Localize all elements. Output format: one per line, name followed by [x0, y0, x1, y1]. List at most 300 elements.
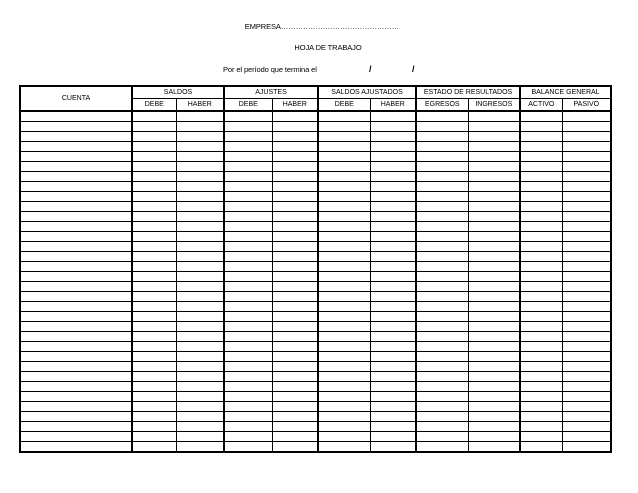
amount-cell[interactable]	[176, 312, 224, 322]
amount-cell[interactable]	[318, 282, 370, 292]
amount-cell[interactable]	[224, 322, 272, 332]
amount-cell[interactable]	[318, 182, 370, 192]
amount-cell[interactable]	[272, 232, 318, 242]
amount-cell[interactable]	[520, 292, 562, 302]
amount-cell[interactable]	[562, 182, 611, 192]
amount-cell[interactable]	[562, 212, 611, 222]
amount-cell[interactable]	[370, 111, 416, 122]
amount-cell[interactable]	[132, 372, 176, 382]
amount-cell[interactable]	[370, 382, 416, 392]
cuenta-cell[interactable]	[20, 392, 132, 402]
amount-cell[interactable]	[318, 302, 370, 312]
amount-cell[interactable]	[176, 162, 224, 172]
amount-cell[interactable]	[562, 342, 611, 352]
amount-cell[interactable]	[176, 382, 224, 392]
amount-cell[interactable]	[176, 362, 224, 372]
amount-cell[interactable]	[318, 412, 370, 422]
amount-cell[interactable]	[370, 352, 416, 362]
amount-cell[interactable]	[318, 132, 370, 142]
amount-cell[interactable]	[176, 402, 224, 412]
amount-cell[interactable]	[224, 342, 272, 352]
amount-cell[interactable]	[562, 152, 611, 162]
amount-cell[interactable]	[272, 442, 318, 453]
amount-cell[interactable]	[224, 402, 272, 412]
amount-cell[interactable]	[468, 192, 520, 202]
amount-cell[interactable]	[176, 432, 224, 442]
amount-cell[interactable]	[416, 382, 468, 392]
amount-cell[interactable]	[520, 182, 562, 192]
amount-cell[interactable]	[468, 352, 520, 362]
amount-cell[interactable]	[468, 372, 520, 382]
amount-cell[interactable]	[562, 362, 611, 372]
cuenta-cell[interactable]	[20, 192, 132, 202]
cuenta-cell[interactable]	[20, 422, 132, 432]
amount-cell[interactable]	[416, 152, 468, 162]
amount-cell[interactable]	[272, 262, 318, 272]
amount-cell[interactable]	[370, 402, 416, 412]
amount-cell[interactable]	[132, 122, 176, 132]
amount-cell[interactable]	[416, 342, 468, 352]
cuenta-cell[interactable]	[20, 342, 132, 352]
amount-cell[interactable]	[318, 382, 370, 392]
amount-cell[interactable]	[416, 172, 468, 182]
amount-cell[interactable]	[468, 262, 520, 272]
amount-cell[interactable]	[468, 422, 520, 432]
amount-cell[interactable]	[468, 152, 520, 162]
amount-cell[interactable]	[370, 252, 416, 262]
amount-cell[interactable]	[416, 132, 468, 142]
amount-cell[interactable]	[562, 242, 611, 252]
amount-cell[interactable]	[132, 382, 176, 392]
amount-cell[interactable]	[416, 192, 468, 202]
amount-cell[interactable]	[132, 192, 176, 202]
amount-cell[interactable]	[272, 222, 318, 232]
amount-cell[interactable]	[272, 312, 318, 322]
cuenta-cell[interactable]	[20, 412, 132, 422]
amount-cell[interactable]	[468, 332, 520, 342]
cuenta-cell[interactable]	[20, 292, 132, 302]
amount-cell[interactable]	[176, 392, 224, 402]
amount-cell[interactable]	[318, 392, 370, 402]
amount-cell[interactable]	[520, 172, 562, 182]
amount-cell[interactable]	[416, 232, 468, 242]
amount-cell[interactable]	[562, 392, 611, 402]
amount-cell[interactable]	[272, 432, 318, 442]
amount-cell[interactable]	[272, 272, 318, 282]
amount-cell[interactable]	[416, 202, 468, 212]
amount-cell[interactable]	[370, 322, 416, 332]
amount-cell[interactable]	[416, 442, 468, 453]
amount-cell[interactable]	[468, 322, 520, 332]
amount-cell[interactable]	[272, 352, 318, 362]
amount-cell[interactable]	[132, 322, 176, 332]
amount-cell[interactable]	[370, 332, 416, 342]
amount-cell[interactable]	[520, 202, 562, 212]
amount-cell[interactable]	[562, 272, 611, 282]
amount-cell[interactable]	[132, 252, 176, 262]
amount-cell[interactable]	[224, 111, 272, 122]
amount-cell[interactable]	[370, 262, 416, 272]
amount-cell[interactable]	[562, 252, 611, 262]
amount-cell[interactable]	[224, 332, 272, 342]
amount-cell[interactable]	[176, 182, 224, 192]
amount-cell[interactable]	[132, 292, 176, 302]
amount-cell[interactable]	[224, 172, 272, 182]
amount-cell[interactable]	[562, 352, 611, 362]
amount-cell[interactable]	[176, 422, 224, 432]
amount-cell[interactable]	[468, 111, 520, 122]
amount-cell[interactable]	[468, 382, 520, 392]
amount-cell[interactable]	[318, 162, 370, 172]
amount-cell[interactable]	[416, 222, 468, 232]
amount-cell[interactable]	[176, 122, 224, 132]
amount-cell[interactable]	[176, 442, 224, 453]
amount-cell[interactable]	[520, 282, 562, 292]
amount-cell[interactable]	[562, 422, 611, 432]
amount-cell[interactable]	[132, 332, 176, 342]
amount-cell[interactable]	[132, 442, 176, 453]
amount-cell[interactable]	[176, 111, 224, 122]
cuenta-cell[interactable]	[20, 262, 132, 272]
amount-cell[interactable]	[132, 412, 176, 422]
amount-cell[interactable]	[370, 222, 416, 232]
amount-cell[interactable]	[132, 152, 176, 162]
amount-cell[interactable]	[370, 162, 416, 172]
cuenta-cell[interactable]	[20, 282, 132, 292]
amount-cell[interactable]	[318, 142, 370, 152]
amount-cell[interactable]	[224, 302, 272, 312]
amount-cell[interactable]	[562, 172, 611, 182]
amount-cell[interactable]	[468, 402, 520, 412]
amount-cell[interactable]	[318, 202, 370, 212]
amount-cell[interactable]	[132, 402, 176, 412]
amount-cell[interactable]	[562, 402, 611, 412]
amount-cell[interactable]	[132, 362, 176, 372]
amount-cell[interactable]	[224, 192, 272, 202]
amount-cell[interactable]	[370, 372, 416, 382]
amount-cell[interactable]	[224, 312, 272, 322]
amount-cell[interactable]	[370, 422, 416, 432]
amount-cell[interactable]	[224, 162, 272, 172]
amount-cell[interactable]	[272, 162, 318, 172]
amount-cell[interactable]	[224, 262, 272, 272]
amount-cell[interactable]	[370, 202, 416, 212]
amount-cell[interactable]	[318, 122, 370, 132]
amount-cell[interactable]	[416, 332, 468, 342]
amount-cell[interactable]	[224, 362, 272, 372]
amount-cell[interactable]	[562, 162, 611, 172]
amount-cell[interactable]	[520, 402, 562, 412]
amount-cell[interactable]	[132, 132, 176, 142]
cuenta-cell[interactable]	[20, 252, 132, 262]
amount-cell[interactable]	[520, 412, 562, 422]
amount-cell[interactable]	[132, 162, 176, 172]
amount-cell[interactable]	[520, 192, 562, 202]
amount-cell[interactable]	[562, 122, 611, 132]
amount-cell[interactable]	[370, 342, 416, 352]
amount-cell[interactable]	[370, 142, 416, 152]
amount-cell[interactable]	[562, 222, 611, 232]
amount-cell[interactable]	[176, 332, 224, 342]
amount-cell[interactable]	[132, 342, 176, 352]
amount-cell[interactable]	[318, 342, 370, 352]
amount-cell[interactable]	[562, 232, 611, 242]
amount-cell[interactable]	[520, 252, 562, 262]
amount-cell[interactable]	[272, 322, 318, 332]
amount-cell[interactable]	[272, 122, 318, 132]
amount-cell[interactable]	[272, 182, 318, 192]
amount-cell[interactable]	[272, 362, 318, 372]
cuenta-cell[interactable]	[20, 382, 132, 392]
amount-cell[interactable]	[520, 342, 562, 352]
amount-cell[interactable]	[318, 352, 370, 362]
amount-cell[interactable]	[176, 282, 224, 292]
amount-cell[interactable]	[416, 312, 468, 322]
amount-cell[interactable]	[370, 292, 416, 302]
amount-cell[interactable]	[370, 182, 416, 192]
amount-cell[interactable]	[468, 252, 520, 262]
cuenta-cell[interactable]	[20, 432, 132, 442]
cuenta-cell[interactable]	[20, 162, 132, 172]
cuenta-cell[interactable]	[20, 122, 132, 132]
cuenta-cell[interactable]	[20, 182, 132, 192]
amount-cell[interactable]	[176, 202, 224, 212]
amount-cell[interactable]	[562, 372, 611, 382]
amount-cell[interactable]	[416, 432, 468, 442]
amount-cell[interactable]	[370, 242, 416, 252]
amount-cell[interactable]	[562, 432, 611, 442]
amount-cell[interactable]	[468, 272, 520, 282]
cuenta-cell[interactable]	[20, 152, 132, 162]
amount-cell[interactable]	[224, 152, 272, 162]
amount-cell[interactable]	[468, 222, 520, 232]
amount-cell[interactable]	[416, 282, 468, 292]
amount-cell[interactable]	[224, 352, 272, 362]
amount-cell[interactable]	[468, 292, 520, 302]
amount-cell[interactable]	[318, 432, 370, 442]
amount-cell[interactable]	[176, 322, 224, 332]
amount-cell[interactable]	[318, 252, 370, 262]
amount-cell[interactable]	[318, 292, 370, 302]
amount-cell[interactable]	[224, 442, 272, 453]
amount-cell[interactable]	[224, 122, 272, 132]
amount-cell[interactable]	[272, 402, 318, 412]
amount-cell[interactable]	[520, 122, 562, 132]
amount-cell[interactable]	[370, 392, 416, 402]
amount-cell[interactable]	[520, 312, 562, 322]
amount-cell[interactable]	[224, 392, 272, 402]
amount-cell[interactable]	[562, 282, 611, 292]
amount-cell[interactable]	[562, 132, 611, 142]
amount-cell[interactable]	[272, 212, 318, 222]
amount-cell[interactable]	[224, 132, 272, 142]
amount-cell[interactable]	[272, 302, 318, 312]
amount-cell[interactable]	[370, 282, 416, 292]
cuenta-cell[interactable]	[20, 272, 132, 282]
amount-cell[interactable]	[224, 212, 272, 222]
amount-cell[interactable]	[520, 152, 562, 162]
amount-cell[interactable]	[272, 372, 318, 382]
amount-cell[interactable]	[176, 142, 224, 152]
amount-cell[interactable]	[132, 392, 176, 402]
amount-cell[interactable]	[272, 142, 318, 152]
amount-cell[interactable]	[318, 322, 370, 332]
amount-cell[interactable]	[132, 111, 176, 122]
amount-cell[interactable]	[468, 442, 520, 453]
amount-cell[interactable]	[520, 382, 562, 392]
amount-cell[interactable]	[272, 172, 318, 182]
amount-cell[interactable]	[468, 122, 520, 132]
amount-cell[interactable]	[562, 192, 611, 202]
amount-cell[interactable]	[416, 111, 468, 122]
amount-cell[interactable]	[416, 272, 468, 282]
amount-cell[interactable]	[416, 412, 468, 422]
cuenta-cell[interactable]	[20, 402, 132, 412]
amount-cell[interactable]	[416, 392, 468, 402]
amount-cell[interactable]	[224, 202, 272, 212]
amount-cell[interactable]	[370, 122, 416, 132]
amount-cell[interactable]	[132, 232, 176, 242]
amount-cell[interactable]	[370, 212, 416, 222]
amount-cell[interactable]	[562, 142, 611, 152]
cuenta-cell[interactable]	[20, 442, 132, 453]
cuenta-cell[interactable]	[20, 312, 132, 322]
cuenta-cell[interactable]	[20, 132, 132, 142]
amount-cell[interactable]	[562, 262, 611, 272]
amount-cell[interactable]	[370, 432, 416, 442]
cuenta-cell[interactable]	[20, 212, 132, 222]
amount-cell[interactable]	[176, 232, 224, 242]
amount-cell[interactable]	[132, 222, 176, 232]
amount-cell[interactable]	[132, 422, 176, 432]
amount-cell[interactable]	[468, 162, 520, 172]
amount-cell[interactable]	[468, 412, 520, 422]
amount-cell[interactable]	[224, 422, 272, 432]
amount-cell[interactable]	[370, 272, 416, 282]
amount-cell[interactable]	[416, 162, 468, 172]
cuenta-cell[interactable]	[20, 362, 132, 372]
amount-cell[interactable]	[562, 412, 611, 422]
amount-cell[interactable]	[318, 262, 370, 272]
cuenta-cell[interactable]	[20, 232, 132, 242]
amount-cell[interactable]	[468, 132, 520, 142]
amount-cell[interactable]	[468, 342, 520, 352]
amount-cell[interactable]	[132, 272, 176, 282]
amount-cell[interactable]	[520, 432, 562, 442]
amount-cell[interactable]	[176, 262, 224, 272]
amount-cell[interactable]	[318, 222, 370, 232]
amount-cell[interactable]	[272, 332, 318, 342]
amount-cell[interactable]	[370, 412, 416, 422]
amount-cell[interactable]	[272, 282, 318, 292]
cuenta-cell[interactable]	[20, 142, 132, 152]
amount-cell[interactable]	[176, 302, 224, 312]
amount-cell[interactable]	[318, 111, 370, 122]
amount-cell[interactable]	[272, 422, 318, 432]
amount-cell[interactable]	[468, 302, 520, 312]
amount-cell[interactable]	[176, 272, 224, 282]
amount-cell[interactable]	[370, 152, 416, 162]
amount-cell[interactable]	[224, 432, 272, 442]
amount-cell[interactable]	[272, 412, 318, 422]
amount-cell[interactable]	[562, 292, 611, 302]
amount-cell[interactable]	[132, 142, 176, 152]
amount-cell[interactable]	[520, 442, 562, 453]
amount-cell[interactable]	[272, 342, 318, 352]
amount-cell[interactable]	[224, 142, 272, 152]
amount-cell[interactable]	[520, 352, 562, 362]
cuenta-cell[interactable]	[20, 352, 132, 362]
amount-cell[interactable]	[468, 392, 520, 402]
amount-cell[interactable]	[132, 432, 176, 442]
amount-cell[interactable]	[176, 242, 224, 252]
amount-cell[interactable]	[224, 222, 272, 232]
amount-cell[interactable]	[176, 172, 224, 182]
amount-cell[interactable]	[520, 392, 562, 402]
amount-cell[interactable]	[416, 142, 468, 152]
amount-cell[interactable]	[520, 162, 562, 172]
amount-cell[interactable]	[520, 262, 562, 272]
amount-cell[interactable]	[370, 302, 416, 312]
amount-cell[interactable]	[318, 312, 370, 322]
amount-cell[interactable]	[468, 202, 520, 212]
amount-cell[interactable]	[176, 192, 224, 202]
cuenta-cell[interactable]	[20, 242, 132, 252]
amount-cell[interactable]	[416, 262, 468, 272]
amount-cell[interactable]	[132, 282, 176, 292]
amount-cell[interactable]	[520, 272, 562, 282]
amount-cell[interactable]	[562, 442, 611, 453]
amount-cell[interactable]	[416, 362, 468, 372]
amount-cell[interactable]	[318, 232, 370, 242]
amount-cell[interactable]	[562, 202, 611, 212]
amount-cell[interactable]	[272, 382, 318, 392]
amount-cell[interactable]	[468, 362, 520, 372]
amount-cell[interactable]	[416, 242, 468, 252]
amount-cell[interactable]	[272, 202, 318, 212]
amount-cell[interactable]	[272, 252, 318, 262]
amount-cell[interactable]	[468, 312, 520, 322]
amount-cell[interactable]	[176, 292, 224, 302]
amount-cell[interactable]	[370, 362, 416, 372]
amount-cell[interactable]	[416, 402, 468, 412]
amount-cell[interactable]	[132, 312, 176, 322]
amount-cell[interactable]	[520, 362, 562, 372]
amount-cell[interactable]	[416, 322, 468, 332]
amount-cell[interactable]	[224, 292, 272, 302]
amount-cell[interactable]	[224, 372, 272, 382]
amount-cell[interactable]	[520, 222, 562, 232]
amount-cell[interactable]	[224, 252, 272, 262]
amount-cell[interactable]	[416, 352, 468, 362]
amount-cell[interactable]	[468, 172, 520, 182]
cuenta-cell[interactable]	[20, 322, 132, 332]
amount-cell[interactable]	[468, 182, 520, 192]
amount-cell[interactable]	[468, 432, 520, 442]
amount-cell[interactable]	[132, 182, 176, 192]
cuenta-cell[interactable]	[20, 332, 132, 342]
amount-cell[interactable]	[562, 382, 611, 392]
amount-cell[interactable]	[318, 332, 370, 342]
amount-cell[interactable]	[318, 442, 370, 453]
amount-cell[interactable]	[562, 312, 611, 322]
amount-cell[interactable]	[468, 232, 520, 242]
amount-cell[interactable]	[318, 242, 370, 252]
amount-cell[interactable]	[520, 422, 562, 432]
amount-cell[interactable]	[176, 212, 224, 222]
amount-cell[interactable]	[370, 172, 416, 182]
amount-cell[interactable]	[318, 362, 370, 372]
